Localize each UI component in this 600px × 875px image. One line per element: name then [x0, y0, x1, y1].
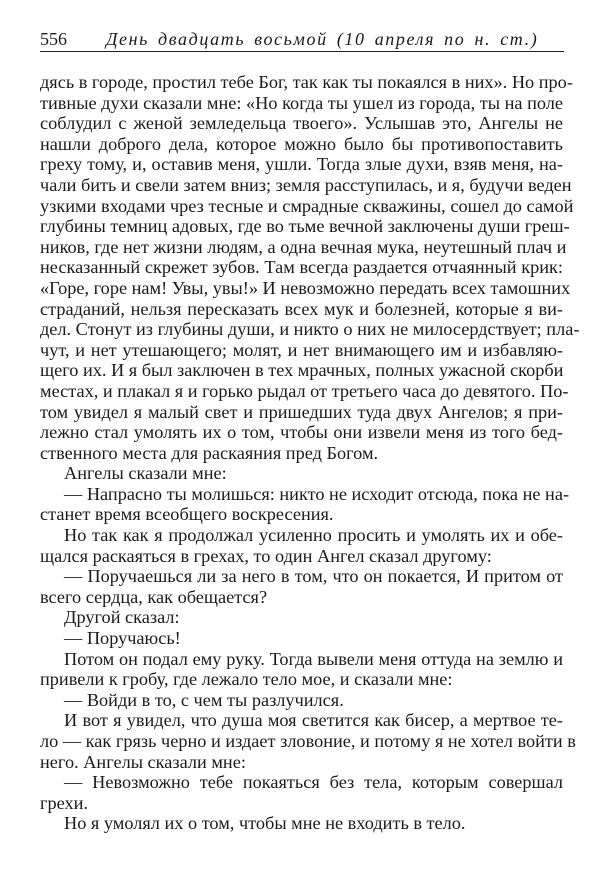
text-line: несказанный скрежет зубов. Там всегда раздается отчаянный крик:	[40, 257, 563, 278]
text-line: привели к гробу, где лежало тело мое, и сказали мне:	[40, 669, 453, 690]
text-line: местах, и плакал я и горько рыдал от третьего часа до девятого. По-	[40, 380, 569, 401]
page-body-text	[40, 72, 580, 834]
text-line: щался раскаяться в грехах, то один Ангел сказал другому:	[40, 545, 492, 566]
text-line: нашли доброго дела, которое можно было бы противопоставить	[40, 133, 563, 154]
text-line: соблудил с женой земледельца твоего». Услышав это, Ангелы не	[40, 113, 563, 134]
text-line: Но так как я продолжал усиленно просить и умолять их и обе-	[64, 525, 563, 546]
text-line: него. Ангелы сказали мне:	[40, 751, 246, 772]
text-line: Другой сказал:	[64, 607, 180, 628]
text-line: греху тому, и, оставив меня, ушли. Тогда злые духи, взяв меня, на-	[40, 154, 563, 175]
text-line: — Поручаешься ли за него в том, что он покается, И притом от	[64, 566, 563, 587]
text-line: страданий, нельзя пересказать всех мук и болезней, которые я ви-	[40, 298, 563, 319]
text-line: узкими входами чрез тесные и смрадные скважины, сошел до самой	[40, 195, 574, 216]
text-line: Но я умолял их о том, чтобы мне не входить в тело.	[64, 813, 466, 834]
page-number: 556	[40, 29, 67, 49]
text-line: ло — как грязь черно и издает зловоние, и потому я не хотел войти в	[40, 731, 576, 751]
text-line: «Горе, горе нам! Увы, увы!» И невозможно передать всех тамошних	[40, 277, 571, 298]
text-line: — Поручаюсь!	[64, 628, 181, 649]
text-line: лежно стал умолять их о том, чтобы они извели меня из того бед-	[40, 422, 563, 443]
text-line: — Напрасно ты молишься: никто не исходит отсюда, пока не на-	[64, 483, 570, 504]
text-line: Потом он подал ему руку. Тогда вывели меня оттуда на землю и	[64, 648, 563, 669]
text-line: чут, и нет утешающего; молят, и нет внимающего им и избавляю-	[40, 339, 563, 360]
text-line: чали бить и свели затем вниз; земля расступилась, и я, будучи веден	[40, 174, 572, 195]
text-line: ников, где нет жизни людям, а одна вечная мука, неутешный плач и	[40, 236, 567, 257]
running-header	[40, 27, 564, 52]
text-line: тивные духи сказали мне: «Но когда ты ушел из города, ты на поле	[40, 92, 563, 113]
text-line: станет время всеобщего воскресения.	[40, 504, 334, 525]
text-line: глубины темниц адовых, где во тьме вечной заключены души греш-	[40, 216, 570, 237]
text-line: щего их. И я был заключен в тех мрачных, полных ужасной скорби	[40, 360, 564, 381]
running-title: День двадцать восьмой (10 апреля по н. ст.)	[106, 29, 539, 49]
text-line: грехи.	[40, 792, 89, 813]
text-line: ственного места для раскаяния пред Богом.	[40, 442, 379, 463]
text-line: дел. Стонут из глубины души, и никто о них не милосердствует; пла-	[40, 319, 580, 340]
text-line: — Войди в то, с чем ты разлучился.	[64, 689, 344, 710]
text-line: Ангелы сказали мне:	[64, 463, 227, 484]
text-line: всего сердца, как обещается?	[40, 586, 268, 607]
text-line: И вот я увидел, что душа моя светится как бисер, а мертвое те-	[64, 710, 563, 731]
text-line: — Невозможно тебе покаяться без тела, которым совершал	[64, 772, 563, 793]
text-line: дясь в городе, простил тебе Бог, так как ты покаялся в них». Но про-	[40, 72, 573, 92]
text-line: том увидел я малый свет и пришедших туда двух Ангелов; я при-	[40, 401, 563, 422]
